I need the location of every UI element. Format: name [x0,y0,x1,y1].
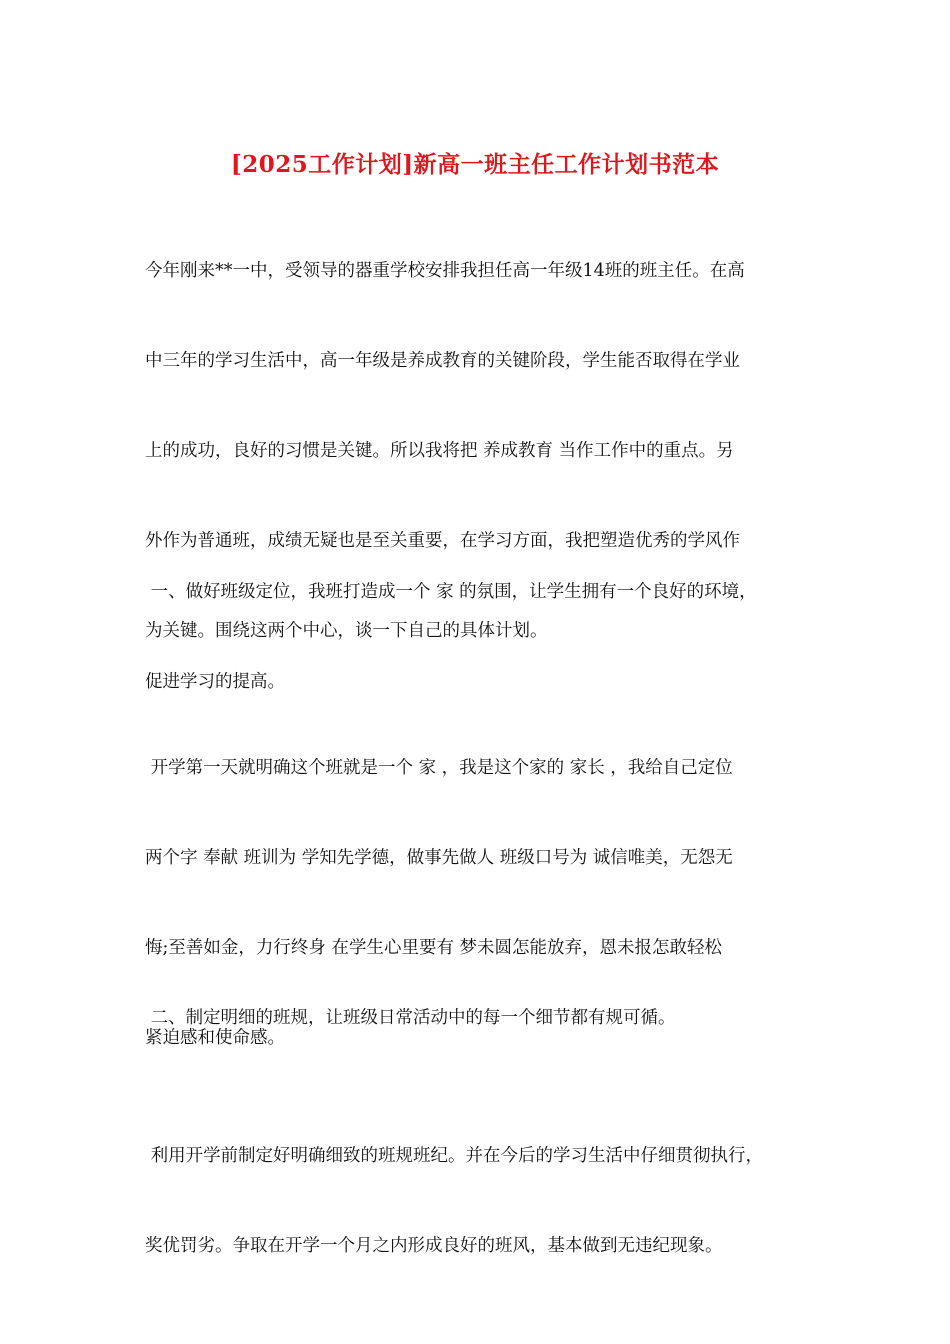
section1-body-line-4: 紧迫感和使命感。 [145,1028,285,1048]
section1-heading-line-1: 一、做好班级定位，我班打造成一个 家 的氛围，让学生拥有一个良好的环境， [145,582,757,602]
intro-line-3: 上的成功，良好的习惯是关键。所以我将把 养成教育 当作工作中的重点。另 [145,441,734,461]
section1-heading-line-2: 促进学习的提高。 [145,672,285,692]
intro-line-1: 今年刚来**一中，受领导的器重学校安排我担任高一年级14班的班主任。在高 [145,261,745,281]
section1-body-line-1: 开学第一天就明确这个班就是一个 家 ，我是这个家的 家长 ，我给自己定位 [145,758,733,778]
section2-heading-line-1: 二、制定明细的班规，让班级日常活动中的每一个细节都有规可循。 [145,1008,676,1028]
intro-line-4: 外作为普通班，成绩无疑也是至关重要，在学习方面，我把塑造优秀的学风作 [145,531,740,551]
section1-body-line-2: 两个字 奉献 班训为 学知先学德，做事先做人 班级口号为 诚信唯美，无怨无 [145,848,733,868]
section2-body-line-2: 奖优罚劣。争取在开学一个月之内形成良好的班风，基本做到无违纪现象。 [145,1236,723,1256]
section2-body-line-1: 利用开学前制定好明确细致的班规班纪。并在今后的学习生活中仔细贯彻执行， [145,1146,764,1166]
intro-line-2: 中三年的学习生活中，高一年级是养成教育的关键阶段，学生能否取得在学业 [145,351,740,371]
section2-heading [145,943,815,1093]
section1-body-line-3: 悔;至善如金，力行终身 在学生心里要有 梦未圆怎能放弃，恩未报怎敢轻松 [145,938,723,958]
document-title: [2025工作计划]新高一班主任工作计划书范本 [230,151,720,178]
section2-body [145,1081,815,1321]
intro-line-5: 为关键。围绕这两个中心，谈一下自己的具体计划。 [145,621,548,641]
